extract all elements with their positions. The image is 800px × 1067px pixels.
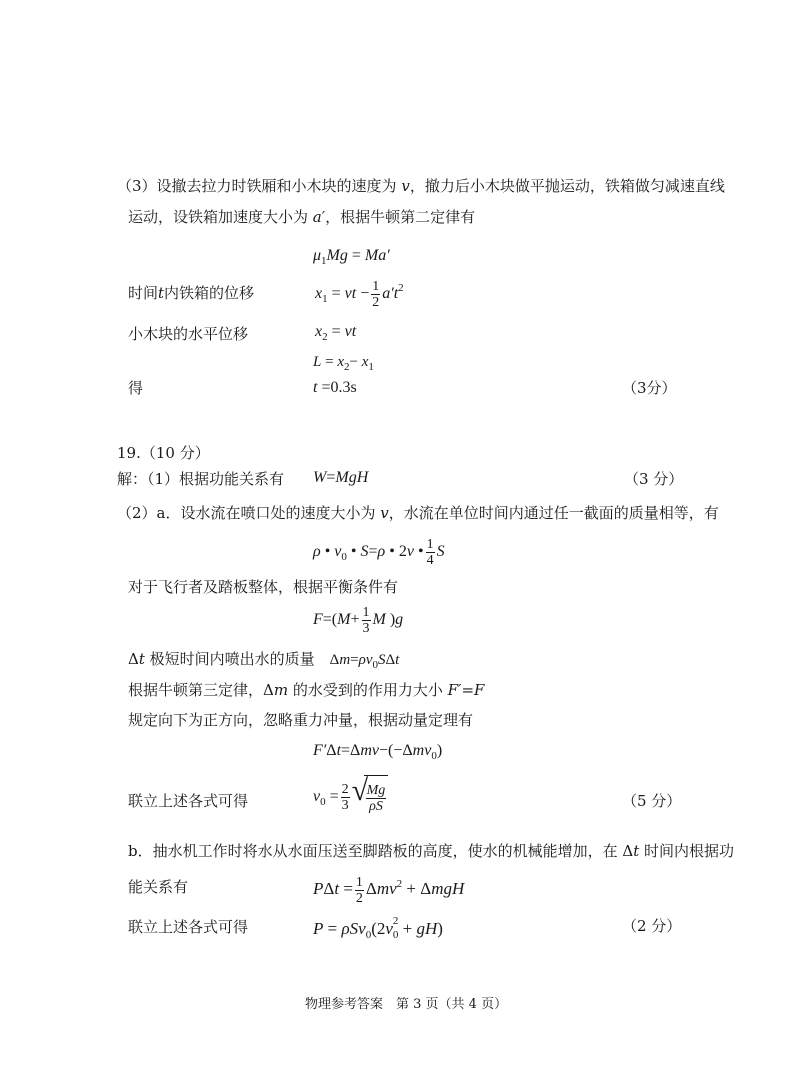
label-newton3: 根据牛顿第三定律，Δm 的水受到的作用力大小 F′=F	[128, 681, 485, 699]
equation-power-energy: PΔt = $\frac{1}{2}$ Δmv$^2$ + ΔmgH	[313, 874, 465, 906]
label-equilibrium: 对于飞行者及踏板整体，根据平衡条件有	[128, 578, 399, 596]
equation-power-final: P = ρSv$_0$(2v $^2$ $_0$ + gH)	[313, 915, 443, 941]
part-b-line1: b．抽水机工作时将水从水面压送至脚踏板的高度，使水的机械能增加，在 Δt 时间内根据功	[128, 842, 735, 860]
equation-L: $L = x_2- x_1$	[313, 354, 374, 373]
equation-x1: $x_1$ = vt − $\frac{1}{2}$ $a't^2$	[315, 278, 404, 310]
label-momentum: 规定向下为正方向，忽略重力冲量，根据动量定理有	[128, 711, 474, 729]
question-19-heading: 19.（10 分）	[117, 444, 210, 462]
equation-F: F=(M+ $\frac{1}{3}$ M )g	[313, 604, 404, 636]
equation-v0: $v_0$ = $\frac{2}{3}$ √ $\frac{Mg}{\rho S}$	[313, 775, 388, 819]
equation-W: W=MgH	[313, 469, 369, 486]
score-part2a: （5 分）	[622, 792, 682, 810]
equation-continuity: ρ • $v_0$ • S=ρ • 2v • $\frac{1}{4}$ S	[313, 536, 445, 568]
label-get: 得	[128, 379, 144, 397]
label-box-displacement: 时间t内铁箱的位移	[128, 284, 255, 302]
equation-momentum: F′Δt=Δmv−(−Δmv$_0$)	[313, 742, 443, 762]
part-b-line2: 能关系有	[128, 878, 189, 896]
part3-intro-line1: （3）设撤去拉力时铁厢和小木块的速度为 v，撤力后小木块做平抛运动，铁箱做匀减速直线	[117, 177, 725, 195]
score-part2b: （2 分）	[622, 917, 682, 935]
label-block-displacement: 小木块的水平位移	[128, 325, 249, 343]
solution-part1-label: 解：（1）根据功能关系有	[117, 470, 285, 488]
score-part3: （3分）	[622, 379, 677, 397]
part2a-intro: （2）a．设水流在喷口处的速度大小为 v，水流在单位时间内通过任一截面的质量相等，有	[117, 504, 719, 522]
equation-newton2: $\mu_1Mg = Ma'$	[313, 247, 390, 267]
label-combine-1: 联立上述各式可得	[128, 792, 249, 810]
equation-t: t =0.3s	[313, 379, 357, 396]
score-part1: （3 分）	[624, 470, 684, 488]
part3-intro-line2: 运动，设铁箱加速度大小为 a′，根据牛顿第二定律有	[128, 208, 476, 226]
label-combine-2: 联立上述各式可得	[128, 918, 249, 936]
label-mass-dm: Δt 极短时间内喷出水的质量 $\Delta m=\rho v_0S\Delta t$	[128, 650, 400, 671]
equation-x2: $x_2$ = vt	[315, 323, 357, 343]
page-footer: 物理参考答案 第 3 页（共 4 页）	[305, 997, 508, 1012]
